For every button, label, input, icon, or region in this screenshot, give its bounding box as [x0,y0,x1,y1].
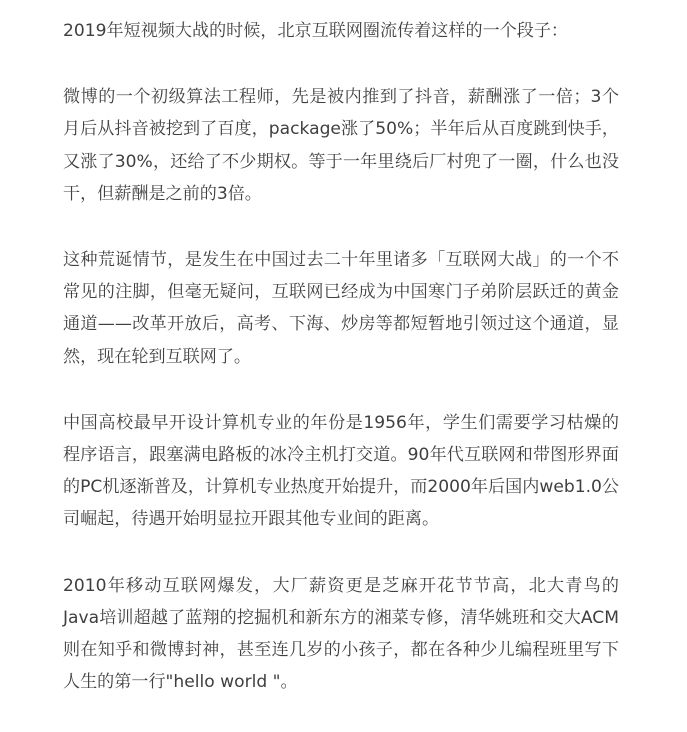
paragraph-anecdote: 微博的一个初级算法工程师，先是被内推到了抖音，薪酬涨了一倍；3个月后从抖音被挖到了百度，package涨了50%；半年后从百度跳到快手，又涨了30%，还给了不少期权。等于一年里绕后厂村兜了一圈，什么也没干，但薪酬是之前的3倍。 [63,87,619,204]
paragraph-mobile-era: 2010年移动互联网爆发，大厂薪资更是芝麻开花节节高，北大青鸟的Java培训超越了蓝翔的挖掘机和新东方的湘菜专修，清华姚班和交大ACM则在知乎和微博封神，甚至连几岁的小孩子，都在各种少儿编程班里写下人生的第一行"hello world "。 [63,575,619,693]
paragraph-history: 中国高校最早开设计算机专业的年份是1956年，学生们需要学习枯燥的程序语言，跟塞满电路板的冰冷主机打交道。90年代互联网和带图形界面的PC机逐渐普及，计算机专业热度开始提升，而2000年后国内web1.0公司崛起，待遇开始明显拉开跟其他专业间的距离。 [63,412,619,530]
article-body [63,0,619,732]
paragraph-intro: 2019年短视频大战的时候，北京互联网圈流传着这样的一个段子： [63,21,569,41]
paragraph-footnote: 这种荒诞情节，是发生在中国过去二十年里诸多「互联网大战」的一个不常见的注脚，但毫无疑问，互联网已经成为中国寒门子弟阶层跃迁的黄金通道——改革开放后，高考、下海、炒房等都短暂地引领过这个通道，显然，现在轮到互联网了。 [63,250,619,367]
